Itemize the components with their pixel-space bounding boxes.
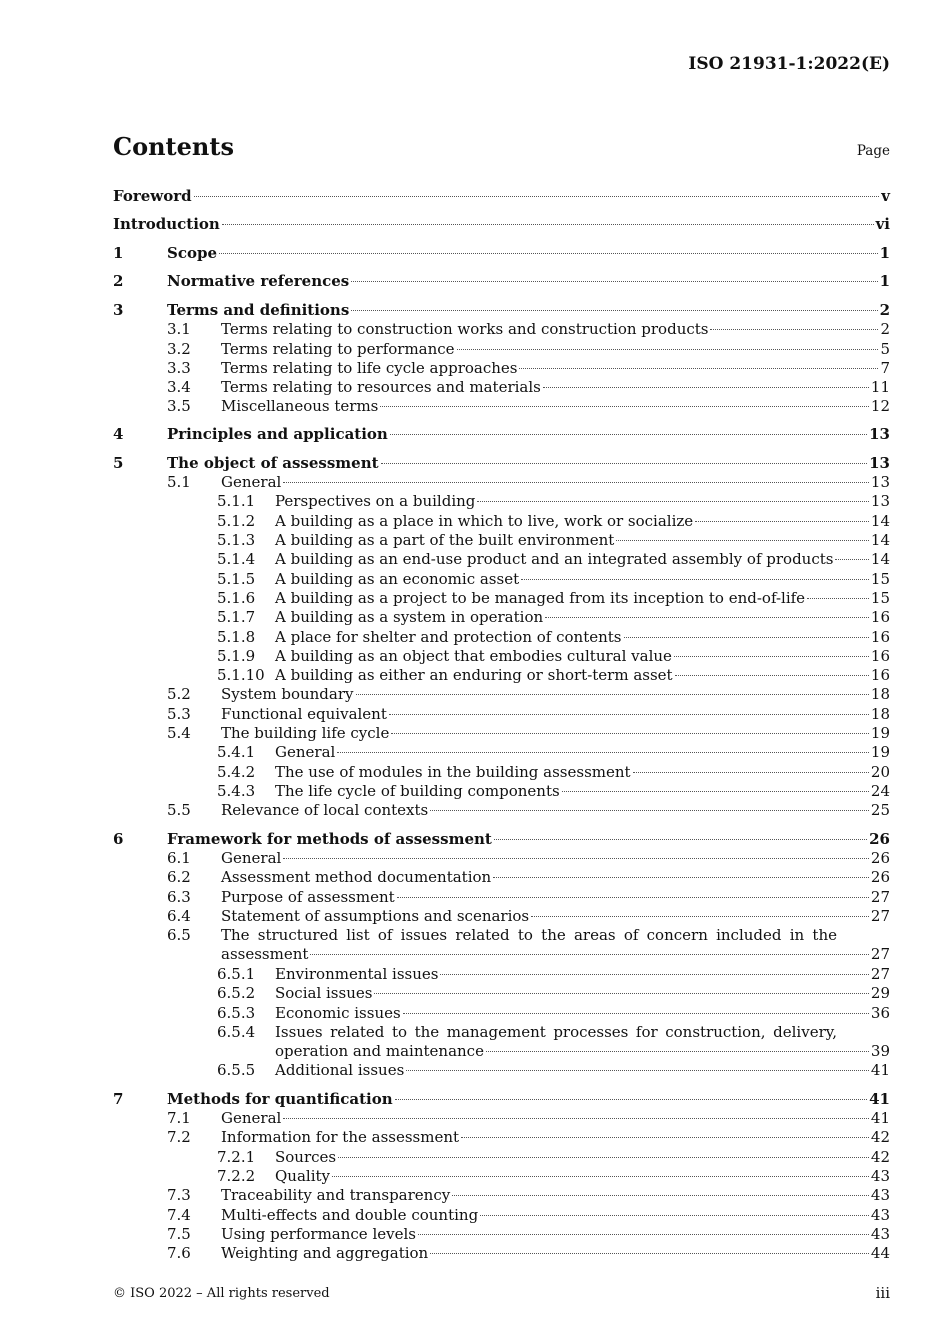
dot-leader: [380, 406, 869, 407]
toc-entry-page: 1: [879, 244, 890, 262]
toc-entry-number: 6.5.2: [217, 984, 256, 1002]
toc-entry[interactable]: [113, 830, 890, 849]
toc-entry-number: 7.2: [167, 1128, 191, 1146]
toc-entry-title: Weighting and aggregation: [221, 1244, 429, 1262]
toc-entry-page: 11: [870, 378, 890, 396]
toc-entry-title: Purpose of assessment: [221, 888, 395, 906]
dot-leader: [807, 598, 869, 599]
dot-leader: [219, 253, 878, 254]
toc-entry[interactable]: [113, 492, 890, 511]
toc-entry-number: 5.4: [167, 724, 191, 742]
toc-entry-number: 3: [113, 301, 124, 319]
toc-entry-number: 5.4.3: [217, 782, 256, 800]
toc-entry-number: 7.3: [167, 1186, 191, 1204]
toc-entry-title: Environmental issues: [275, 965, 439, 983]
toc-entry-title: Foreword: [113, 187, 192, 205]
toc-entry-title: Social issues: [275, 984, 373, 1002]
toc-entry-number: 6.5.1: [217, 965, 256, 983]
dot-leader: [452, 1195, 869, 1196]
toc-entry[interactable]: [113, 550, 890, 569]
toc-entry[interactable]: [113, 589, 890, 608]
toc-entry-title: Multi-effects and double counting: [221, 1206, 479, 1224]
toc-entry-page: 19: [870, 724, 890, 742]
toc-entry-number: 6.4: [167, 907, 191, 925]
toc-entry-page: 12: [870, 397, 890, 415]
dot-leader: [430, 810, 869, 811]
toc-entry-title: Terms relating to resources and materials: [221, 378, 541, 396]
toc-entry-page: 27: [870, 888, 890, 906]
dot-leader: [494, 839, 867, 840]
dot-leader: [381, 463, 868, 464]
toc-entry-number: 6.5.4: [217, 1023, 256, 1041]
toc-entry[interactable]: [113, 801, 890, 820]
toc-entry-number: 1: [113, 244, 124, 262]
dot-leader: [461, 1137, 869, 1138]
toc-entry-title: Using performance levels: [221, 1225, 416, 1243]
toc-entry-page: 18: [870, 685, 890, 703]
toc-entry-page: 7: [880, 359, 890, 377]
toc-entry-title: The life cycle of building components: [275, 782, 560, 800]
toc-entry-number: 6.5: [167, 926, 191, 944]
toc-entry-number: 5: [113, 454, 124, 472]
toc-entry-page: 14: [870, 531, 890, 549]
toc-entry[interactable]: [113, 1061, 890, 1080]
toc-entry[interactable]: [113, 1090, 890, 1109]
toc-entry[interactable]: [113, 187, 890, 206]
toc-entry-title: Economic issues: [275, 1004, 401, 1022]
toc-entry[interactable]: [113, 743, 890, 762]
toc-entry[interactable]: [113, 1148, 890, 1167]
toc-entry-number: 3.1: [167, 320, 191, 338]
toc-entry-number: 5.4.1: [217, 743, 256, 761]
dot-leader: [675, 675, 869, 676]
toc-entry[interactable]: [113, 378, 890, 397]
toc-entry[interactable]: [113, 1186, 890, 1205]
dot-leader: [351, 281, 877, 282]
toc-entry-title: Principles and application: [167, 425, 388, 443]
toc-entry-number: 5.1.5: [217, 570, 256, 588]
toc-entry-number: 6.5.5: [217, 1061, 256, 1079]
toc-entry-title-continuation: operation and maintenance: [275, 1042, 484, 1061]
dot-leader: [835, 559, 868, 560]
toc-entry-title: General: [221, 473, 282, 491]
toc-entry-number: 3.4: [167, 378, 191, 396]
toc-entry[interactable]: [113, 1128, 890, 1147]
dot-leader: [389, 714, 869, 715]
toc-entry[interactable]: [113, 531, 890, 550]
toc-entry-title: Normative references: [167, 272, 350, 290]
dot-leader: [397, 897, 869, 898]
page-column-label: Page: [856, 143, 890, 159]
toc-entry-page: 42: [870, 1128, 890, 1146]
toc-entry-number: 5.3: [167, 705, 191, 723]
toc-entry-page: 43: [870, 1206, 890, 1224]
toc-entry[interactable]: [113, 685, 890, 704]
page-number: iii: [875, 1284, 890, 1302]
toc-entry-number: 2: [113, 272, 124, 290]
toc-entry[interactable]: [113, 1167, 890, 1186]
toc-entry-title: Terms and definitions: [167, 301, 350, 319]
dot-leader: [403, 1013, 869, 1014]
toc-entry-number: 3.5: [167, 397, 191, 415]
dot-leader: [486, 1051, 869, 1052]
toc-entry-number: 5.1.10: [217, 666, 265, 684]
dot-leader: [374, 993, 868, 994]
toc-entry[interactable]: [113, 272, 890, 291]
toc-entry-page: 36: [870, 1004, 890, 1022]
toc-entry-number: 5.1.1: [217, 492, 256, 510]
toc-entry[interactable]: [113, 340, 890, 359]
toc-entry-page: 43: [870, 1225, 890, 1243]
toc-entry-page: 27: [870, 907, 890, 925]
toc-entry[interactable]: [113, 965, 890, 984]
toc-entry[interactable]: [113, 849, 890, 868]
toc-entry-page: 15: [870, 589, 890, 607]
toc-entry-number: 6.3: [167, 888, 191, 906]
copyright-notice: © ISO 2022 – All rights reserved: [113, 1286, 330, 1301]
dot-leader: [616, 540, 869, 541]
toc-entry-number: 7.5: [167, 1225, 191, 1243]
document-id: ISO 21931-1:2022(E): [688, 54, 890, 74]
toc-entry[interactable]: [113, 320, 890, 339]
dot-leader: [440, 974, 868, 975]
toc-entry-number: 5.1.7: [217, 608, 256, 626]
toc-entry-title: Terms relating to construction works and construction products: [221, 320, 709, 338]
dot-leader: [332, 1176, 869, 1177]
dot-leader: [338, 1157, 869, 1158]
dot-leader: [480, 1215, 869, 1216]
toc-entry-number: 5.1.2: [217, 512, 256, 530]
toc-entry-number: 7.6: [167, 1244, 191, 1262]
toc-entry-page: 14: [870, 550, 890, 568]
dot-leader: [351, 310, 877, 311]
toc-entry-number: 7: [113, 1090, 124, 1108]
dot-leader: [194, 196, 880, 197]
toc-entry-title: A building as a system in operation: [275, 608, 544, 626]
dot-leader: [710, 329, 878, 330]
toc-entry-title: Terms relating to life cycle approaches: [221, 359, 518, 377]
toc-entry-page: 13: [870, 473, 890, 491]
toc-entry-number: 7.4: [167, 1206, 191, 1224]
toc-entry-title: A building as a place in which to live, work or socialize: [275, 512, 694, 530]
toc-entry-number: 7.2.1: [217, 1148, 256, 1166]
toc-entry-page: 13: [869, 425, 890, 443]
dot-leader: [545, 617, 869, 618]
toc-entry-page: v: [881, 187, 890, 205]
dot-leader: [531, 916, 869, 917]
toc-entry-number: 6.2: [167, 868, 191, 886]
toc-entry[interactable]: [113, 473, 890, 492]
dot-leader: [695, 521, 869, 522]
toc-entry-number: 3.3: [167, 359, 191, 377]
dot-leader: [222, 224, 874, 225]
toc-entry-page: 25: [870, 801, 890, 819]
toc-entry[interactable]: [113, 512, 890, 531]
toc-entry[interactable]: [113, 666, 890, 685]
dot-leader: [519, 368, 878, 369]
dot-leader: [390, 434, 867, 435]
toc-entry-page: 44: [870, 1244, 890, 1262]
toc-entry[interactable]: [113, 907, 890, 926]
dot-leader: [430, 1253, 869, 1254]
toc-entry-title-continuation: assessment: [221, 945, 309, 964]
toc-entry-number: 7.1: [167, 1109, 191, 1127]
toc-entry[interactable]: [113, 984, 890, 1003]
toc-entry-page: 13: [870, 492, 890, 510]
toc-entry-title: The object of assessment: [167, 454, 379, 472]
toc-entry-title: General: [275, 743, 336, 761]
dot-leader: [283, 482, 869, 483]
dot-leader: [477, 501, 869, 502]
toc-entry-page: 20: [870, 763, 890, 781]
toc-entry[interactable]: [113, 301, 890, 320]
toc-entry-number: 5.1.4: [217, 550, 256, 568]
toc-entry-number: 5.5: [167, 801, 191, 819]
toc-entry-page: 16: [870, 608, 890, 626]
toc-entry-page: 39: [870, 1042, 890, 1061]
toc-entry[interactable]: [113, 647, 890, 666]
toc-entry-page: 41: [870, 1109, 890, 1127]
toc-entry-page: 16: [870, 666, 890, 684]
toc-entry-number: 7.2.2: [217, 1167, 256, 1185]
toc-entry-title: The structured list of issues related to the areas of concern included in the: [221, 926, 837, 944]
toc-entry-page: 26: [870, 868, 890, 886]
toc-entry[interactable]: [113, 215, 890, 234]
toc-entry-title: A building as a project to be managed from its inception to end-of-life: [275, 589, 806, 607]
toc-entry[interactable]: [113, 868, 890, 887]
dot-leader: [624, 637, 869, 638]
toc-entry-number: 5.1.8: [217, 628, 256, 646]
toc-entry-title: The building life cycle: [221, 724, 390, 742]
toc-entry-page: 13: [869, 454, 890, 472]
toc-entry-number: 5.1.6: [217, 589, 256, 607]
toc-entry-title: Traceability and transparency: [221, 1186, 451, 1204]
toc-entry-page: 42: [870, 1148, 890, 1166]
toc-entry[interactable]: [113, 397, 890, 416]
dot-leader: [521, 579, 869, 580]
toc-entry-number: 6: [113, 830, 124, 848]
toc-entry-number: 3.2: [167, 340, 191, 358]
toc-entry-page: 27: [870, 945, 890, 964]
toc-entry-title: Introduction: [113, 215, 220, 233]
toc-entry[interactable]: [113, 926, 890, 964]
toc-entry-title: A building as an object that embodies cultural value: [275, 647, 672, 665]
toc-entry-page: 2: [880, 320, 890, 338]
dot-leader: [493, 877, 869, 878]
toc-entry-title: Miscellaneous terms: [221, 397, 379, 415]
toc-entry-page: 43: [870, 1186, 890, 1204]
toc-entry-title: Scope: [167, 244, 218, 262]
toc-entry-number: 4: [113, 425, 124, 443]
toc-entry[interactable]: [113, 359, 890, 378]
toc-entry-page: 24: [870, 782, 890, 800]
toc-entry-number: 5.1.3: [217, 531, 256, 549]
toc-entry-number: 5.1.9: [217, 647, 256, 665]
toc-entry[interactable]: [113, 570, 890, 589]
toc-entry-page: 27: [870, 965, 890, 983]
toc-entry-title: System boundary: [221, 685, 354, 703]
toc-entry[interactable]: [113, 244, 890, 263]
toc-entry-title: Sources: [275, 1148, 337, 1166]
toc-entry-title: Framework for methods of assessment: [167, 830, 492, 848]
dot-leader: [406, 1070, 869, 1071]
toc-entry-page: 18: [870, 705, 890, 723]
toc-entry-title: Perspectives on a building: [275, 492, 476, 510]
toc-entry-title: Statement of assumptions and scenarios: [221, 907, 530, 925]
toc-entry[interactable]: [113, 1206, 890, 1225]
toc-entry-page: vi: [875, 215, 890, 233]
toc-entry-title: Quality: [275, 1167, 330, 1185]
dot-leader: [674, 656, 869, 657]
toc-entry-page: 16: [870, 628, 890, 646]
toc-entry-page: 29: [870, 984, 890, 1002]
dot-leader: [283, 858, 869, 859]
dot-leader: [310, 954, 869, 955]
toc-entry-page: 15: [870, 570, 890, 588]
toc-entry[interactable]: [113, 1004, 890, 1023]
toc-entry-page: 26: [869, 830, 890, 848]
toc-entry[interactable]: [113, 1244, 890, 1263]
toc-entry-page: 16: [870, 647, 890, 665]
toc-entry-title: A place for shelter and protection of contents: [275, 628, 622, 646]
toc-entry[interactable]: [113, 628, 890, 647]
toc-entry-page: 41: [870, 1061, 890, 1079]
toc-entry-page: 41: [869, 1090, 890, 1108]
dot-leader: [337, 752, 869, 753]
dot-leader: [543, 387, 869, 388]
toc-entry-page: 43: [870, 1167, 890, 1185]
page-title: Contents: [113, 132, 234, 161]
toc-entry-page: 2: [879, 301, 890, 319]
dot-leader: [356, 694, 869, 695]
toc-entry-number: 5.2: [167, 685, 191, 703]
toc-entry-number: 5.1: [167, 473, 191, 491]
toc-entry[interactable]: [113, 763, 890, 782]
toc-entry-number: 6.1: [167, 849, 191, 867]
toc-entry-page: 19: [870, 743, 890, 761]
toc-entry-page: 26: [870, 849, 890, 867]
toc-entry[interactable]: [113, 454, 890, 473]
dot-leader: [283, 1118, 869, 1119]
toc-entry-title: A building as either an enduring or short-term asset: [275, 666, 673, 684]
toc-entry-number: 6.5.3: [217, 1004, 256, 1022]
toc-entry[interactable]: [113, 608, 890, 627]
toc-entry[interactable]: [113, 1225, 890, 1244]
toc-entry-page: 1: [879, 272, 890, 290]
toc-entry-title: Functional equivalent: [221, 705, 387, 723]
toc-entry[interactable]: [113, 888, 890, 907]
toc-entry-title: A building as an end-use product and an integrated assembly of products: [275, 550, 834, 568]
toc-entry-title: Relevance of local contexts: [221, 801, 429, 819]
toc-entry[interactable]: [113, 1023, 890, 1061]
dot-leader: [457, 349, 879, 350]
toc-entry-page: 14: [870, 512, 890, 530]
toc-entry-title: A building as an economic asset: [275, 570, 520, 588]
toc-entry[interactable]: [113, 705, 890, 724]
dot-leader: [418, 1234, 869, 1235]
dot-leader: [562, 791, 869, 792]
toc-entry-title: A building as a part of the built environment: [275, 531, 615, 549]
toc-entry-title: Assessment method documentation: [221, 868, 492, 886]
toc-entry-title: General: [221, 849, 282, 867]
toc-entry-title: Methods for quantification: [167, 1090, 393, 1108]
toc-entry-number: 5.4.2: [217, 763, 256, 781]
dot-leader: [391, 733, 869, 734]
toc-entry-title: Additional issues: [275, 1061, 405, 1079]
toc-entry[interactable]: [113, 1109, 890, 1128]
toc-entry-title: General: [221, 1109, 282, 1127]
toc-entry-title: Terms relating to performance: [221, 340, 455, 358]
toc-entry-title: Issues related to the management processes for construction, delivery,: [275, 1023, 837, 1041]
dot-leader: [633, 772, 869, 773]
dot-leader: [395, 1099, 867, 1100]
toc-entry[interactable]: [113, 782, 890, 801]
toc-entry-title: The use of modules in the building assessment: [275, 763, 631, 781]
toc-entry[interactable]: [113, 724, 890, 743]
toc-entry[interactable]: [113, 425, 890, 444]
toc-entry-page: 5: [880, 340, 890, 358]
toc-entry-title: Information for the assessment: [221, 1128, 460, 1146]
